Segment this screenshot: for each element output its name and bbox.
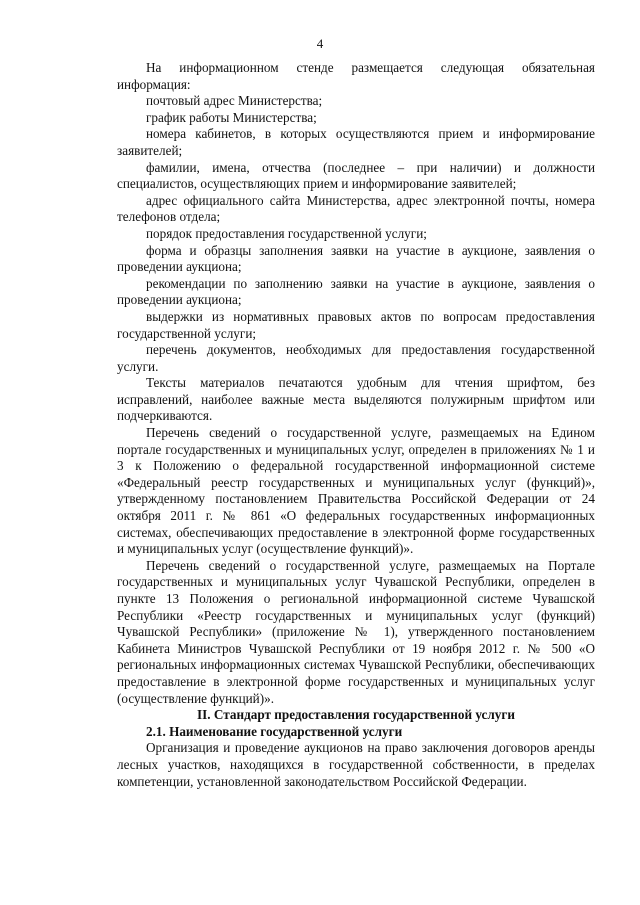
paragraph-regional-portal: Перечень сведений о государственной услуге, размещаемых на Портале государственных и муниципальных услуг Чувашской Республики, определен в пункте 13 Положения о региональной информационной системе Чувашской Республики «Реестр государственных и муниципальных услуг (функций) Чувашской Республики» (приложение № 1), утвержденного постановлением Кабинета Министров Чувашской Республики от 19 ноября 2012 г. № 500 «О региональных информационных системах Чувашской Республики, обеспечивающих предоставление в электронной форме государственных и муниципальных услуг (осуществление функций)».	[117, 557, 595, 706]
paragraph-intro: На информационном стенде размещается следующая обязательная информация:	[117, 60, 595, 92]
section-heading: II. Стандарт предоставления государственной услуги	[197, 707, 515, 723]
list-item-postal-address: почтовый адрес Министерства;	[146, 93, 323, 109]
list-item-procedure: порядок предоставления государственной услуги;	[146, 225, 427, 241]
list-item-legal-acts: выдержки из нормативных правовых актов по вопросам предоставления государственной услуги;	[117, 308, 595, 341]
subsection-heading: 2.1. Наименование государственной услуги	[146, 723, 403, 739]
paragraph-federal-portal: Перечень сведений о государственной услуге, размещаемых на Едином портале государственных и муниципальных услуг, определен в приложениях № 1 и 3 к Положению о федеральной государственной информационной системе «Федеральный реестр государственных и муниципальных услуг (функций)», утвержденному постановлением Правительства Российской Федерации от 24 октября 2011 г. № 861 «О федеральных государственных информационных системах, обеспечивающих предоставление в электронной форме государственных и муниципальных услуг (осуществление функций)».	[117, 425, 595, 557]
list-item-schedule: график работы Министерства;	[146, 109, 317, 125]
list-item-website: адрес официального сайта Министерства, адрес электронной почты, номера телефонов отдела;	[117, 192, 595, 225]
document-body	[117, 60, 595, 790]
list-item-specialists: фамилии, имена, отчества (последнее – при наличии) и должности специалистов, осуществляющих прием и информирование заявителей;	[117, 159, 595, 192]
list-item-documents: перечень документов, необходимых для предоставления государственной услуги.	[117, 342, 595, 374]
list-item-office-numbers: номера кабинетов, в которых осуществляются прием и информирование заявителей;	[117, 126, 595, 158]
list-item-forms: форма и образцы заполнения заявки на участие в аукционе, заявления о проведении аукциона;	[117, 242, 595, 275]
subsection-text: Организация и проведение аукционов на право заключения договоров аренды лесных участков, находящихся в государственной собственности, в пределах компетенции, установленной законодательством Российской Федерации.	[117, 740, 595, 789]
paragraph-text-materials: Тексты материалов печатаются удобным для чтения шрифтом, без исправлений, наиболее важные места выделяются полужирным шрифтом или подчеркиваются.	[117, 375, 595, 424]
list-item-recommendations: рекомендации по заполнению заявки на участие в аукционе, заявления о проведении аукциона;	[117, 275, 595, 308]
page-number: 4	[316, 36, 324, 51]
